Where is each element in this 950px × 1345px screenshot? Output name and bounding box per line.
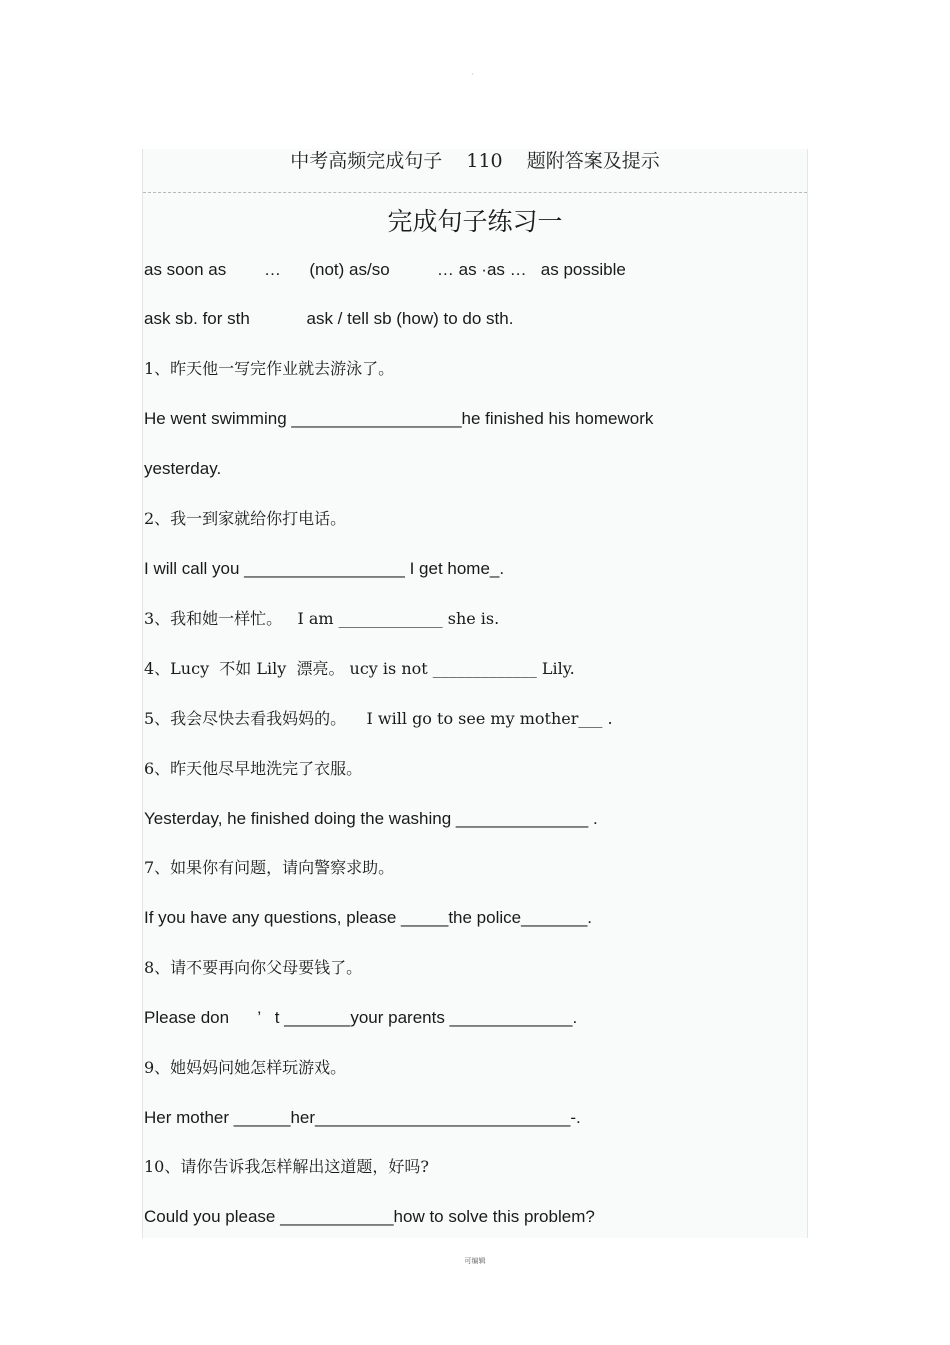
question-5: 5、我会尽快去看我妈妈的。 I will go to see my mother___ . bbox=[144, 709, 613, 728]
phrase-line-1: as soon as … (not) as/so … as ·as … as possible bbox=[144, 260, 626, 279]
document-sheet bbox=[142, 149, 808, 1238]
document-title: 中考高频完成句子 110 题附答案及提示 bbox=[290, 150, 660, 172]
question-7-english: If you have any questions, please _____the police_______. bbox=[144, 908, 593, 927]
question-8-english: Please don ’ t _______your parents _____________. bbox=[144, 1008, 578, 1027]
page-footer: 可编辑 bbox=[464, 1257, 486, 1265]
top-dot-mark: · bbox=[471, 70, 474, 79]
question-1-chinese: 1、昨天他一写完作业就去游泳了。 bbox=[144, 359, 395, 378]
section-title: 完成句子练习一 bbox=[387, 207, 563, 236]
phrase-line-2: ask sb. for sth ask / tell sb (how) to do sth. bbox=[144, 309, 514, 328]
question-6-chinese: 6、昨天他尽早地洗完了衣服。 bbox=[144, 759, 363, 778]
header-divider bbox=[143, 192, 807, 193]
question-1-english-cont: yesterday. bbox=[144, 459, 222, 478]
question-2-english: I will call you _________________ I get home_. bbox=[144, 559, 505, 578]
question-7-chinese: 7、如果你有问题，请向警察求助。 bbox=[144, 858, 395, 877]
question-10-english: Could you please ____________how to solve this problem? bbox=[144, 1207, 595, 1226]
question-9-chinese: 9、她妈妈问她怎样玩游戏。 bbox=[144, 1058, 347, 1077]
question-6-english: Yesterday, he finished doing the washing ______________ . bbox=[144, 809, 598, 828]
question-9-english: Her mother ______her___________________________-. bbox=[144, 1108, 581, 1127]
question-3: 3、我和她一样忙。 I am _____________ she is. bbox=[144, 609, 500, 628]
question-2-chinese: 2、我一到家就给你打电话。 bbox=[144, 509, 347, 528]
question-10-chinese: 10、请你告诉我怎样解出这道题，好吗? bbox=[144, 1157, 429, 1176]
question-1-english: He went swimming __________________he finished his homework bbox=[144, 409, 654, 428]
question-4: 4、Lucy 不如 Lily 漂亮。 ucy is not _____________ Lily. bbox=[144, 659, 575, 678]
question-8-chinese: 8、请不要再向你父母要钱了。 bbox=[144, 958, 363, 977]
